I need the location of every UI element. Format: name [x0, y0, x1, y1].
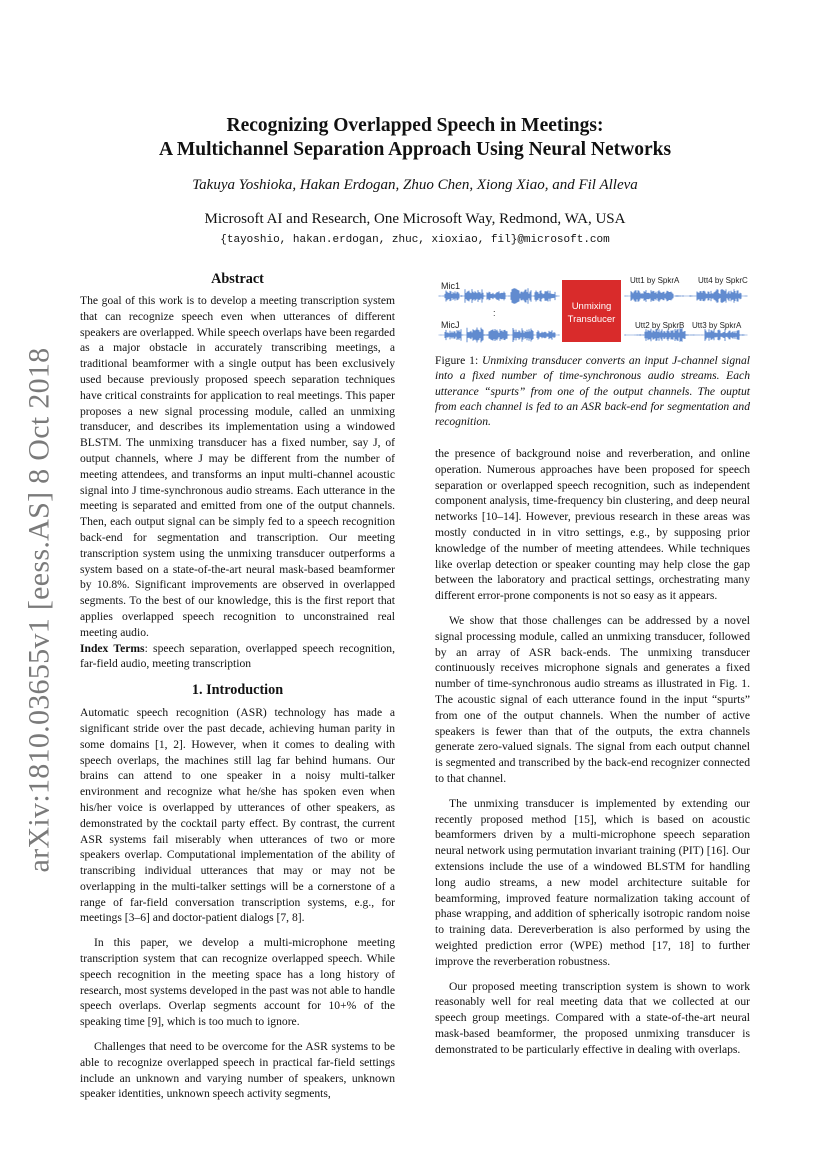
authors: Takuya Yoshioka, Hakan Erdogan, Zhuo Chen, Xiong Xiao, and Fil Alleva — [192, 177, 638, 193]
intro-paragraph-2: In this paper, we develop a multi-microphone meeting transcription system that can recognize overlapped speech. While speech recognition in the meeting space has a long history of research, most systems developed in the past was not able to handle speech overlaps. Overlap segments account for 10+% of the speaking time [9], which is too much to ignore. — [80, 936, 395, 1029]
waveform-path — [625, 328, 747, 342]
paper-title — [100, 114, 730, 162]
box-label-line1: Unmixing — [571, 301, 612, 312]
output-waveform-2 — [625, 328, 747, 342]
left-column — [80, 270, 395, 1102]
dots-label: : — [493, 308, 496, 318]
index-terms-label: Index Terms — [80, 641, 145, 655]
figure-diagram — [435, 272, 750, 347]
caption-label: Figure 1: — [435, 354, 483, 367]
abstract-heading: Abstract — [211, 271, 264, 287]
output-label-utt4: Utt4 by SpkrC — [698, 276, 748, 285]
right-column — [435, 446, 750, 1057]
figure-caption — [435, 353, 750, 429]
arxiv-stamp — [14, 347, 64, 873]
output-label-utt1: Utt1 by SpkrA — [630, 276, 680, 285]
index-terms-text: : speech separation, overlapped speech recognition, far-field audio, meeting transcription — [80, 641, 396, 671]
title-line-2: A Multichannel Separation Approach Using Neural Networks — [158, 139, 672, 160]
right-paragraph-3: The unmixing transducer is implemented by extending our recently proposed method [15], which is based on acoustic beamformers driven by a multi-microphone speech separation neural network using permutation invariant training (PIT) [16]. Our extensions include the use of a windowed BLSTM for handling long audio streams, a new model architecture suitable for beamforming, improved feature normalization taking account of phase wrapping, and addition of spherically isotropic random noise to training data. Dereverberation is also performed by using the weighted prediction error (WPE) method [17, 18] to further improve the reverberation robustness. — [435, 796, 750, 968]
email: {tayoshio, hakan.erdogan, zhuc, xioxiao, fil}@microsoft.com — [220, 234, 610, 246]
index-terms — [80, 641, 395, 673]
micj-label: MicJ — [441, 320, 460, 330]
waveform-path — [625, 289, 747, 303]
abstract-text: The goal of this work is to develop a meeting transcription system that can recognize speech even when utterances of different speakers are overlapped. While speech overlaps have been regarded as a major obstacle in accurately transcribing meetings, a traditional beamformer with a single output has been exclusively used because previously proposed speech separation techniques have critical constraints for application to real meetings. This paper proposes a new signal processing module, called an unmixing transducer, and describes its implementation using a windowed BLSTM. The unmixing transducer has a fixed number, say J, of output channels, where J may be different from the number of meeting attendees, and transforms an input multi-channel acoustic signal into J time-synchronous audio streams. Each utterance in the meeting is separated and emitted from one of the output channels. Then, each output signal can be simply fed to a speech recognition back-end for segmentation and transcription. Our meeting transcription system using the unmixing transducer outperforms a system based on a state-of-the-art neural mask-based beamformer by 10.8%. Significant improvements are observed in overlapped segments. To the best of our knowledge, this is the first report that applies overlapped speech recognition to unconstrained real meeting audio. — [80, 294, 395, 639]
right-paragraph-4: Our proposed meeting transcription system is shown to work reasonably well for real meeting data that we collected at our speech group meetings. Compared with a state-of-the-art neural mask-based beamformer, the proposed unmixing transducer is demonstrated to be particularly effective in dealing with overlaps. — [435, 979, 750, 1056]
mic1-label: Mic1 — [441, 281, 461, 291]
intro-paragraph-1: Automatic speech recognition (ASR) technology has made a significant stride over the past decade, achieving human parity in some domains [1, 2]. However, when it comes to dealing with speech overlaps, the machines still lag far behind humans. Our brains can attend to one speaker in a noisy multi-talker environment and recognize what he/she has spoken even when his/her voice is overlapped by utterances of other speakers, as demonstrated by the cocktail party effect. By contrast, the current ASR systems fail miserably when utterances of two or more speakers overlap. Computational implementation of the ability of transcribing individual utterances that may or may not be overlapping in the multi-talker settings will be a cornerstone of a range of far-field conversation transcription systems, e.g., for meetings [3–6] and doctor-patient dialogs [7, 8]. — [80, 706, 395, 925]
affiliation: Microsoft AI and Research, One Microsoft Way, Redmond, WA, USA — [204, 211, 626, 227]
output-label-utt2: Utt2 by SpkrB — [635, 321, 685, 330]
box-label-line2: Transducer — [567, 314, 616, 325]
output-label-utt3: Utt3 by SpkrA — [692, 321, 742, 330]
intro-heading: 1. Introduction — [191, 682, 284, 699]
right-paragraph-1: the presence of background noise and reverberation, and online operation. Numerous approaches have been proposed for speech separation or overlapped speech recognition, such as independent component analysis, time-frequency bin clustering, and deep neural networks [10–14]. However, previous research in these areas was mostly conducted in in vitro settings, e.g., by supposing prior knowledge of the number of meeting attendees. While techniques like overlap detection or speaker counting may help close the gap between the laboratory and practical settings, orchestrating many different error-prone components is not so easy as it appears. — [435, 447, 750, 603]
figure-1 — [435, 272, 750, 429]
arxiv-id: arXiv:1810.03655v1 [eess.AS] 8 Oct 2018 — [22, 347, 55, 873]
title-line-1: Recognizing Overlapped Speech in Meetings: — [226, 115, 604, 136]
right-paragraph-2: We show that those challenges can be addressed by a novel signal processing module, called an unmixing transducer, followed by an array of ASR back-ends. The unmixing transducer continuously receives microphone signals and generates a fixed number of time-synchronous audio streams as illustrated in Fig. 1. The acoustic signal of each utterance found in the input “spurts” from one of the output channels. When the number of active speakers is fewer than that of the outputs, the extra channels generate zero-valued signals. The signal from each output channel is segmented and transcribed by the back-end recognizer connected to that channel. — [435, 613, 750, 785]
caption-text: Unmixing transducer converts an input J-channel signal into a fixed number of time-synchronous audio streams. Each utterance “spurts” from one of the output channels. The ouptut from each channel is fed to an ASR back-end for segmentation and recognition. — [435, 354, 750, 429]
intro-paragraph-3: Challenges that need to be overcome for the ASR systems to be able to recognize overlapped speech in practical far-field settings include an unknown and varying number of speakers, unknown speaker identities, unknown speech activity segments, — [80, 1040, 395, 1101]
output-waveform-1 — [625, 289, 747, 303]
